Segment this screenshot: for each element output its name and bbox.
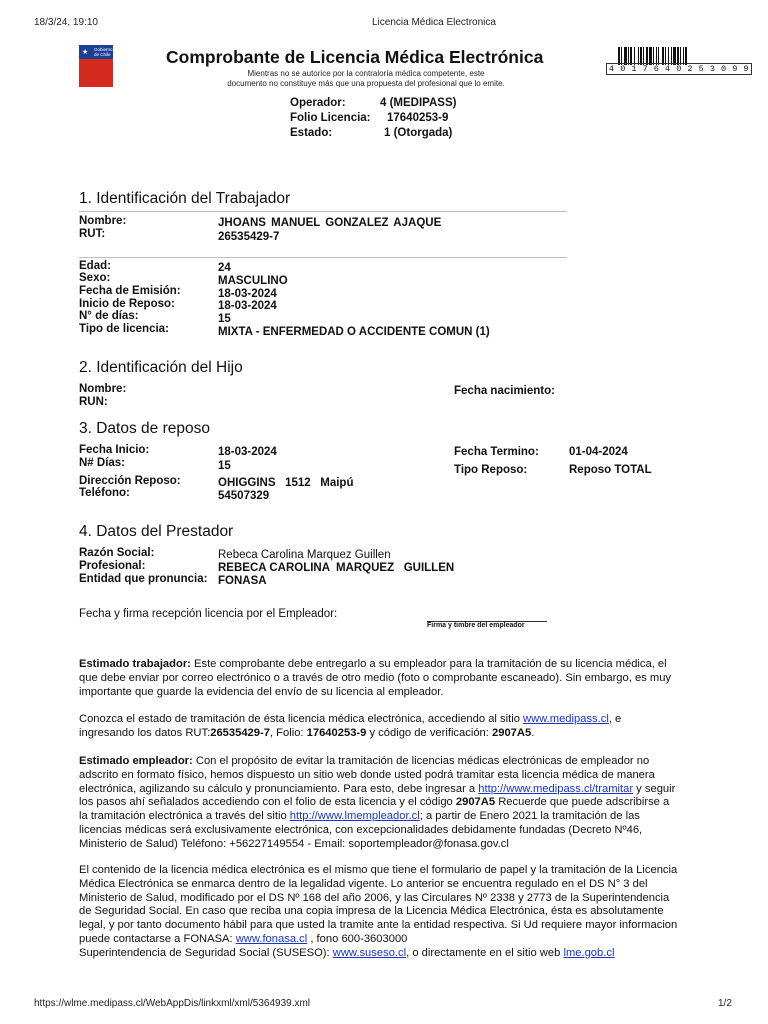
p2-text6: . [531,726,535,739]
p1-line1: Este comprobante debe entregarlo a su empleador para la tramitación de su licencia médica, el [190,658,667,670]
p3-l1: Con el propósito de evitar la tramitación de licencias médicas electrónicas de empleador no [192,755,650,767]
profesional-value: REBECA CAROLINA MARQUEZ GUILLEN [218,562,455,574]
sexo-value: MASCULINO [218,275,288,287]
firma-text: Fecha y firma recepción licencia por el Empleador: [79,608,338,620]
barcode-number: 4 0 1 7 6 4 0 2 5 3 0 9 9 [606,63,752,75]
telefono-label: Teléfono: [79,487,130,499]
print-page-title: Licencia Médica Electronica [372,17,496,28]
reposo-dias-label: N# Días: [79,457,126,469]
p2-text2: , e [608,713,622,725]
p1-bold: Estimado trabajador: [79,658,191,670]
hijo-run-label: RUN: [79,396,108,408]
p1-line2: que debe enviar por correo electrónico o a través de otro medio (foto o comprobante escaneado). Sin embargo, es muy [79,671,672,684]
paragraph-trabajador [79,658,719,699]
tramitar-link[interactable]: http://www.medipass.cl/tramitar [478,782,634,795]
tipo-reposo-label: Tipo Reposo: [454,464,528,476]
fonasa-link[interactable]: www.fonasa.cl [235,932,308,945]
tipo-reposo-value: Reposo TOTAL [569,464,652,476]
p2-text5: y código de verificación: [366,726,492,739]
fecha-emision-value: 18-03-2024 [218,288,277,300]
inicio-reposo-label: Inicio de Reposo: [79,298,175,310]
paragraph-legal [79,864,719,961]
p2-text1: Conozca el estado de tramitación de ésta licencia médica electrónica, accediendo al sitio [79,713,524,725]
p3-l4b: Recuerde que puede adscribirse a [495,796,670,809]
p3-bold: Estimado empleador: [79,755,193,767]
estado-label: Estado: [290,127,333,139]
p2-folio: 17640253-9 [306,726,367,739]
reposo-inicio-label: Fecha Inicio: [79,444,150,456]
p2-text3: ingresando los datos RUT: [79,726,211,739]
direccion-reposo-label: Dirección Reposo: [79,475,181,487]
reposo-dias-value: 15 [218,460,231,472]
reposo-inicio-value: 18-03-2024 [218,446,277,458]
direccion-reposo-value: OHIGGINS 1512 Maipú [218,477,354,489]
p4-l6b: , fono 600-3603000 [307,932,408,945]
nombre-label: Nombre: [79,215,127,227]
section-prestador-heading: 4. Datos del Prestador [79,523,234,540]
razon-social-value: Rebeca Carolina Marquez Guillen [218,549,391,561]
divider [79,257,567,258]
inicio-reposo-value: 18-03-2024 [218,300,277,312]
p3-l7: Ministerio de Salud) Teléfono: +56227149554 - Email: soportempleador@fonasa.gov.cl [79,837,509,850]
hijo-nombre-label: Nombre: [79,383,127,395]
rut-label: RUT: [79,228,106,240]
gobierno-de-chile-logo: ★ Gobierno de Chile [79,45,113,87]
p2-text4: , Folio: [269,726,307,739]
p4-l7b: , o directamente en el sitio web [406,946,564,959]
edad-label: Edad: [79,260,111,272]
telefono-value: 54507329 [218,490,270,502]
rut-value: 26535429-7 [218,231,280,243]
p3-l4a: los pasos ahí señalados accediendo con el folio de esta licencia y el código [79,796,456,809]
fecha-termino-label: Fecha Termino: [454,446,539,458]
paragraph-empleador [79,755,719,852]
entidad-label: Entidad que pronuncia: [79,573,208,585]
operador-label: Operador: [290,97,346,109]
section-trabajador-heading: 1. Identificación del Trabajador [79,190,291,207]
print-url: https://wlme.medipass.cl/WebAppDis/linkxml/xml/5364939.xml [34,998,311,1009]
fecha-termino-value: 01-04-2024 [569,446,628,458]
p3-l3a: electrónica, agilizando su cálculo y pronunciamiento. Para esto, debe ingresar a [79,782,479,795]
p4-l3: Ministerio de Salud, modificado por el DS Nº 168 del año 2006, y las Circulares Nº 2338 y 2773 de la Superintendencia [79,891,670,904]
p1-line3: importante que guarde la evidencia del envío de su licencia al empleador. [79,685,444,698]
p4-l7a: Superintendencia de Seguridad Social (SUSESO): [79,946,333,959]
p4-l4: de Seguridad Social. En caso que reciba una copia impresa de la Licencia Médica Electrónica, ésta es absolutamente [79,905,664,918]
document-title: Comprobante de Licencia Médica Electrónica [166,47,544,67]
edad-value: 24 [218,262,231,274]
subtitle-line1: Mientras no se autorice por la contraloría médica competente, este [247,69,485,78]
subtitle-line2: documento no constituye más que una propuesta del profesional que lo emite. [227,79,505,88]
section-hijo-heading: 2. Identificación del Hijo [79,359,243,376]
paragraph-estado [79,713,719,741]
p4-l1: El contenido de la licencia médica electrónica es el mismo que tiene el formulario de papel y la tramitación de la Licencia [79,864,678,876]
operador-value: 4 (MEDIPASS) [380,97,457,109]
fecha-emision-label: Fecha de Emisión: [79,285,181,297]
p3-l3b: y seguir [633,782,676,795]
logo-text-line2: de Chile [94,52,111,57]
medipass-link[interactable]: www.medipass.cl [523,713,609,725]
sexo-label: Sexo: [79,272,111,284]
entidad-value: FONASA [218,575,267,587]
tipo-licencia-label: Tipo de licencia: [79,323,169,335]
print-datetime: 18/3/24, 19:10 [34,17,98,28]
folio-value: 17640253-9 [387,112,449,124]
p2-rut: 26535429-7 [210,726,270,739]
print-page-number: 1/2 [718,998,732,1009]
razon-social-label: Razón Social: [79,547,155,559]
lmempleador-link[interactable]: http://www.lmempleador.cl [289,810,420,823]
section-reposo-heading: 3. Datos de reposo [79,420,210,437]
divider [79,211,567,212]
p3-l2: adscrito en formato físico, hemos dispuesto un sitio web donde usted podrá tramitar esta licencia médica de manera [79,768,655,781]
profesional-label: Profesional: [79,560,146,572]
dias-label: N° de días: [79,310,139,322]
tipo-licencia-value: MIXTA - ENFERMEDAD O ACCIDENTE COMUN (1) [218,326,490,338]
p4-l6a: puede contactarse a FONASA: [79,932,236,945]
lme-link[interactable]: lme.gob.cl [563,946,615,959]
p2-codigo: 2907A5 [492,726,532,739]
p3-l5a: la tramitación electrónica a través del sitio [79,810,290,823]
firma-caption: Firma y timbre del empleador [427,622,525,629]
suseso-link[interactable]: www.suseso.cl [332,946,407,959]
logo-text-line1: Gobierno [94,47,113,52]
p3-l5b: ; a partir de Enero 2021 la tramitación de las [419,810,640,823]
estado-value: 1 (Otorgada) [384,127,453,139]
nombre-value: JHOANS MANUEL GONZALEZ AJAQUE [218,217,442,229]
p3-l6: licencias médicas será exclusivamente electrónica, con excepcionalidades debidamente fundadas (Decreto Nº46, [79,823,643,836]
hijo-nacimiento-label: Fecha nacimiento: [454,385,555,397]
p3-l4code: 2907A5 [455,796,496,809]
p4-l5: legal, y por tanto documento hábil para que usted la tramite ante la entidad respectiva. Si Ud requiere mayor informacion [79,919,678,932]
dias-value: 15 [218,313,231,325]
folio-label: Folio Licencia: [290,112,371,124]
p4-l2: Médica Electrónica se enmarca dentro de la legalidad vigente. Lo anterior se encuentra regulado en el DS N° 3 del [79,877,648,890]
